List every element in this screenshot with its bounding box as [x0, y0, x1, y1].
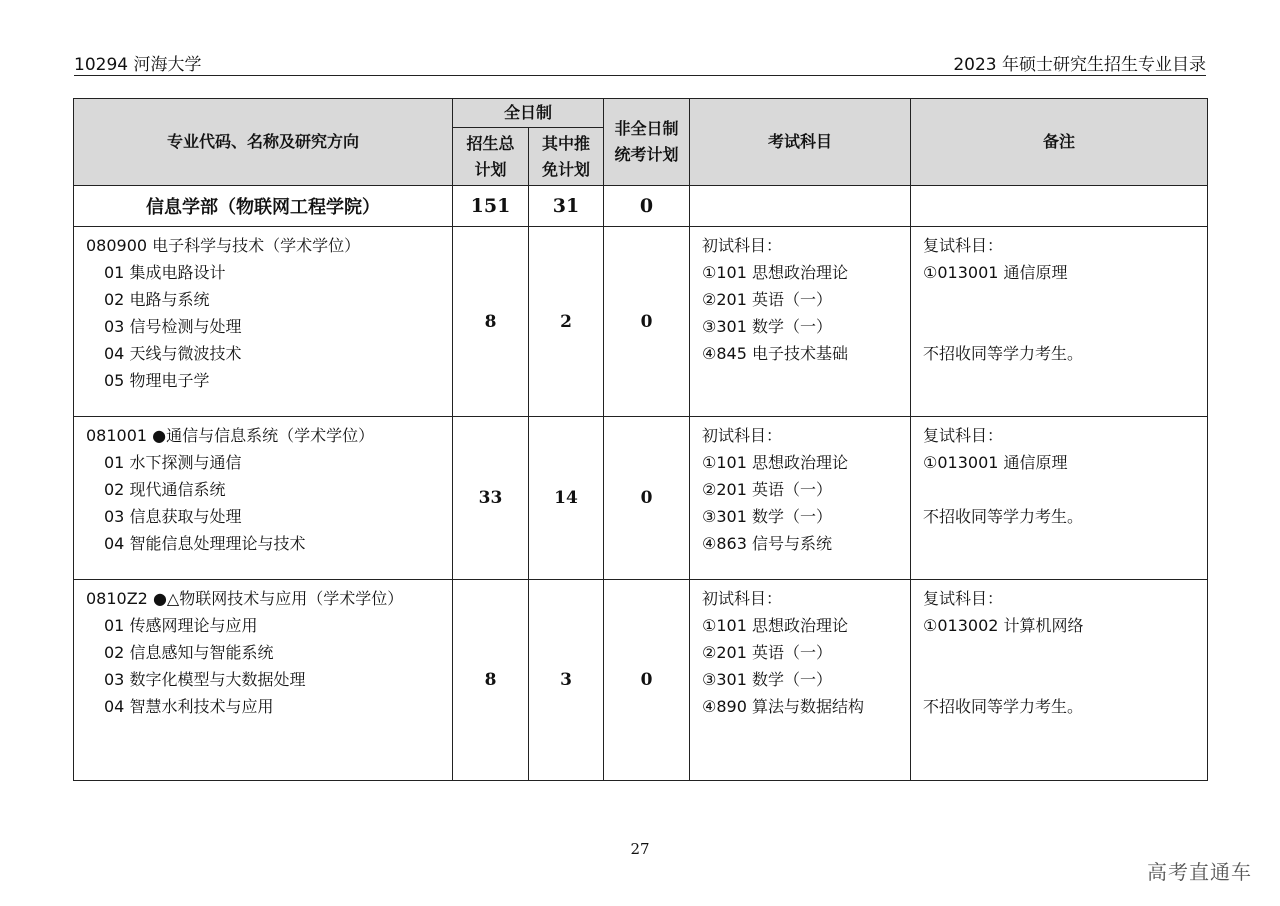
research-direction: 04 智能信息处理理论与技术	[104, 534, 306, 553]
research-direction: 01 水下探测与通信	[104, 453, 242, 472]
col-header-exempt-line2: 免计划	[542, 159, 591, 179]
research-direction: 04 智慧水利技术与应用	[104, 697, 274, 716]
major-cell	[74, 227, 453, 417]
exam-line: ④890 算法与数据结构	[702, 697, 864, 716]
research-direction: 03 信息获取与处理	[104, 507, 242, 526]
remark-line: ①013001 通信原理	[923, 263, 1068, 282]
research-direction: 01 集成电路设计	[104, 263, 226, 282]
remark-line	[923, 639, 1207, 666]
exam-line: ②201 英语（一）	[702, 290, 832, 309]
table-header-row-1	[74, 99, 1208, 128]
total-plan: 33	[453, 417, 529, 580]
exam-subjects	[690, 580, 911, 781]
table-row	[74, 417, 1208, 580]
col-header-parttime-line2: 统考计划	[614, 145, 679, 164]
header-school: 10294 河海大学	[74, 55, 202, 75]
col-header-major: 专业代码、名称及研究方向	[74, 99, 453, 186]
catalog-table	[73, 98, 1208, 781]
col-header-total-line2: 计划	[474, 159, 507, 179]
exempt-plan: 2	[529, 227, 604, 417]
major-title: 080900 电子科学与技术（学术学位）	[86, 236, 361, 255]
exam-line: 初试科目：	[702, 426, 783, 445]
department-remark-empty	[911, 186, 1208, 227]
department-name: 信息学部（物联网工程学院）	[74, 186, 453, 227]
department-total: 151	[453, 186, 529, 227]
exam-subjects	[690, 417, 911, 580]
remarks	[911, 227, 1208, 417]
total-plan: 8	[453, 227, 529, 417]
major-title: 0810Z2 ●△物联网技术与应用（学术学位）	[86, 589, 404, 608]
research-direction: 03 信号检测与处理	[104, 317, 242, 336]
research-direction: 02 现代通信系统	[104, 480, 226, 499]
research-direction: 02 信息感知与智能系统	[104, 643, 274, 662]
col-header-fulltime: 全日制	[453, 99, 604, 128]
col-header-parttime-line1: 非全日制	[614, 119, 679, 138]
remark-line: 复试科目：	[923, 426, 1004, 445]
research-direction: 01 传感网理论与应用	[104, 616, 258, 635]
exam-line: ①101 思想政治理论	[702, 616, 848, 635]
watermark: 高考直通车	[1147, 860, 1252, 884]
col-header-remark: 备注	[911, 99, 1208, 186]
research-direction: 02 电路与系统	[104, 290, 210, 309]
major-cell	[74, 417, 453, 580]
exempt-plan: 14	[529, 417, 604, 580]
major-title: 081001 ●通信与信息系统（学术学位）	[86, 426, 375, 445]
header-catalog-title: 2023 年硕士研究生招生专业目录	[953, 55, 1206, 75]
parttime-plan: 0	[604, 417, 690, 580]
col-header-total-plan	[453, 128, 529, 186]
col-header-exempt-line1: 其中推	[542, 133, 591, 153]
remark-line: ①013002 计算机网络	[923, 616, 1084, 635]
exam-line: ③301 数学（一）	[702, 507, 832, 526]
department-row	[74, 186, 1208, 227]
exam-line: ①101 思想政治理论	[702, 263, 848, 282]
major-cell	[74, 580, 453, 781]
col-header-exam: 考试科目	[690, 99, 911, 186]
exam-line: ③301 数学（一）	[702, 317, 832, 336]
parttime-plan: 0	[604, 580, 690, 781]
col-header-exempt-plan	[529, 128, 604, 186]
exam-line: ④845 电子技术基础	[702, 344, 848, 363]
remark-line: 不招收同等学力考生。	[923, 344, 1084, 363]
remark-line	[923, 313, 1207, 340]
exempt-plan: 3	[529, 580, 604, 781]
exam-line: 初试科目：	[702, 589, 783, 608]
exam-line: ①101 思想政治理论	[702, 453, 848, 472]
remark-line: ①013001 通信原理	[923, 453, 1068, 472]
exam-line: ③301 数学（一）	[702, 670, 832, 689]
research-direction: 03 数字化模型与大数据处理	[104, 670, 306, 689]
remarks	[911, 580, 1208, 781]
department-parttime: 0	[604, 186, 690, 227]
remark-line: 复试科目：	[923, 589, 1004, 608]
exam-line: ②201 英语（一）	[702, 480, 832, 499]
department-exempt: 31	[529, 186, 604, 227]
research-direction: 04 天线与微波技术	[104, 344, 242, 363]
exam-line: 初试科目：	[702, 236, 783, 255]
exam-line: ④863 信号与系统	[702, 534, 832, 553]
remarks	[911, 417, 1208, 580]
parttime-plan: 0	[604, 227, 690, 417]
remark-line: 不招收同等学力考生。	[923, 697, 1084, 716]
remark-line	[923, 286, 1207, 313]
remark-line: 不招收同等学力考生。	[923, 507, 1084, 526]
remark-line	[923, 476, 1207, 503]
col-header-parttime	[604, 99, 690, 186]
exam-subjects	[690, 227, 911, 417]
exam-line: ②201 英语（一）	[702, 643, 832, 662]
header-divider	[74, 75, 1206, 76]
table-row	[74, 227, 1208, 417]
research-direction: 05 物理电子学	[104, 371, 210, 390]
department-exam-empty	[690, 186, 911, 227]
remark-line	[923, 666, 1207, 693]
remark-line: 复试科目：	[923, 236, 1004, 255]
page-number: 27	[630, 840, 650, 858]
col-header-total-line1: 招生总	[466, 133, 515, 153]
total-plan: 8	[453, 580, 529, 781]
table-row	[74, 580, 1208, 781]
